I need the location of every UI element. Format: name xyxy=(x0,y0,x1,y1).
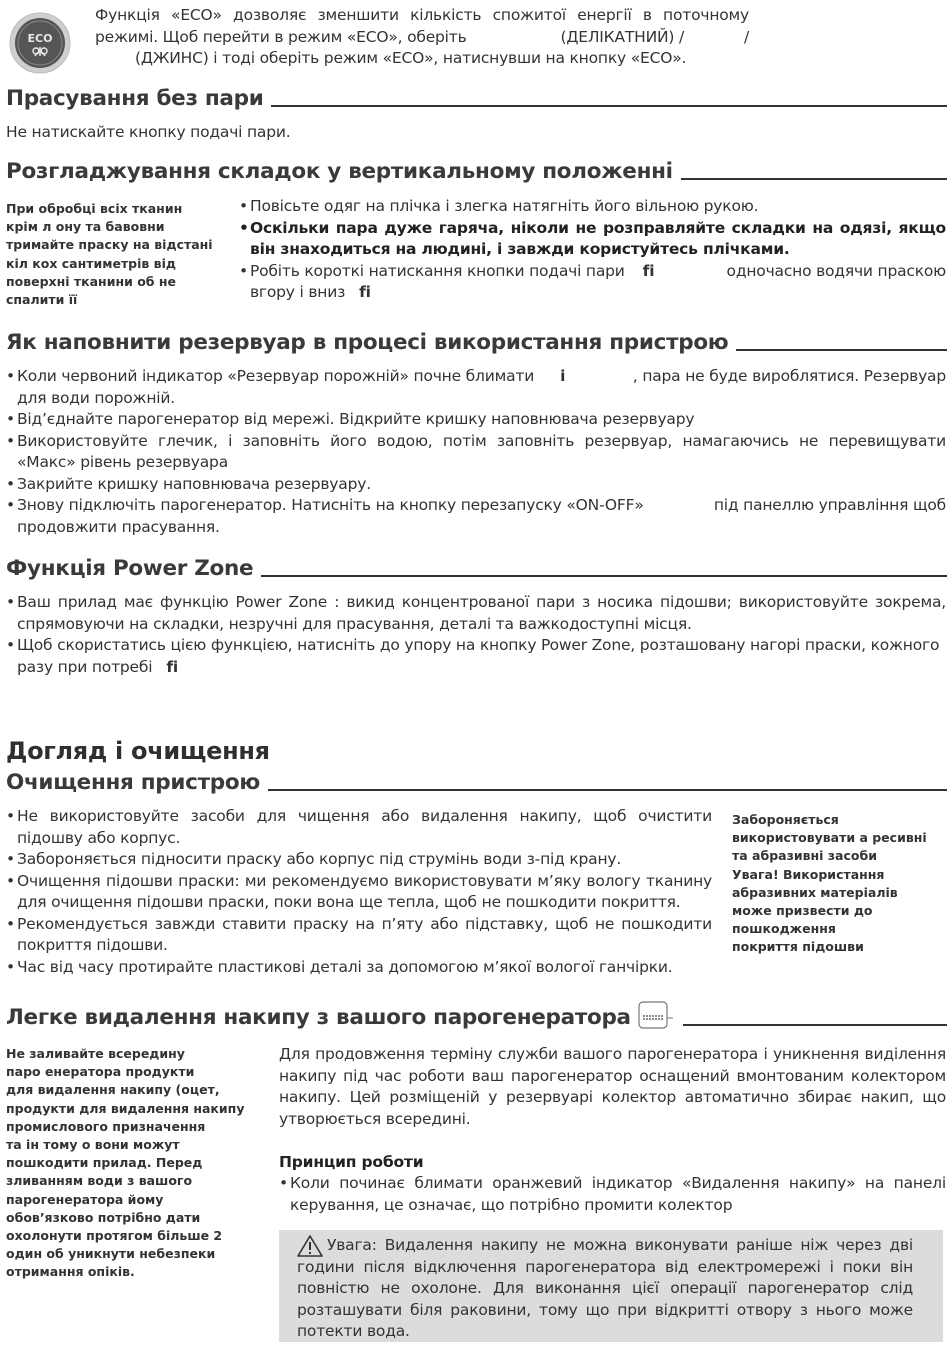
heading-rule xyxy=(736,349,947,351)
list-item: • Використовуйте глечик, і заповніть його водою, потім заповніть резервуар, намагаючись не перевищувати «Макс» рівень резервуара xyxy=(6,431,946,474)
section-heading-vertical: Розгладжування складок у вертикальному положенні xyxy=(6,159,947,184)
list-item: • Щоб скористатись цією функцією, натисніть до упору на кнопку Power Zone, розташовану нагорі праски, кожного разу при потребі fi xyxy=(6,635,946,678)
heading-rule xyxy=(268,789,947,791)
list-item: • Від’єднайте парогенератор від мережі. Відкрийте кришку наповнювача резервуару xyxy=(6,409,946,431)
no-steam-text: Не натискайте кнопку подачі пари. xyxy=(6,123,291,141)
list-item: • Очищення підошви праски: ми рекомендуємо використовувати м’яку вологу тканину для очищення підошви праски, поки вона ще тепла, щоб не пошкодити покриття. xyxy=(6,871,712,914)
list-item: • Повісьте одяг на плічка і злегка натягніть його вільною рукою. xyxy=(239,196,946,218)
descale-intro: Для продовження терміну служби вашого парогенератора і уникнення виділення накипу під час роботи ваш парогенератор оснащений вмонтованим колектором накипу. Цей розміщеній у резервуарі колектор автоматично збирає накип, що утворюється всередині. xyxy=(279,1045,946,1128)
vertical-side-note: При обробці всіх тканин крім л ону та бавовни тримайте праску на відстані кіл кох сантиметрів від поверхні тканини об не спалити її xyxy=(6,201,213,308)
chapter-title: Догляд і очищення xyxy=(6,737,270,765)
eco-text xyxy=(95,5,749,70)
heading-rule xyxy=(683,1024,947,1026)
eco-line-2: режимі. Щоб перейти в режим «ECO», оберіть (ДЕЛІКАТНИЙ) / / xyxy=(95,27,749,46)
heading-rule xyxy=(681,178,947,180)
list-item: • Робіть короткі натискання кнопки подачі пари fi одночасно водячи праскою вгору і вниз fi xyxy=(239,261,946,304)
section-heading-cleaning: Очищення пристрою xyxy=(6,770,947,795)
tank-indicator-symbol: i xyxy=(560,367,566,385)
list-item: • Не використовуйте засоби для чищення або видалення накипу, щоб очистити підошву або корпус. xyxy=(6,806,712,849)
list-item: • Оскільки пара дуже гаряча, ніколи не розправляйте складки на одязі, якщо він знаходиться на людині, і завжди користуйтесь плічками. xyxy=(239,218,946,261)
list-item: • Забороняється підносити праску або корпус під струмінь води з-під крану. xyxy=(6,849,712,871)
warning-text: Увага: Видалення накипу не можна виконувати раніше ніж через дві години після відключення парогенератора від електромережі і поки він повністю не охолоне. Для виконання цієї операції парогенератор слід розташувати біля раковини, тому що при відкритті отвору з нього може потекти вода. xyxy=(297,1236,913,1340)
section-heading-descale: Легке видалення накипу з вашого парогенератора xyxy=(6,1000,947,1030)
steam-button-symbol: fi xyxy=(642,261,655,280)
heading-rule xyxy=(261,575,947,577)
vertical-list xyxy=(239,196,946,304)
list-item: • Коли червоний індикатор «Резервуар порожній» почне блимати i , пара не буде вироблятися. Резервуар для води порожній. xyxy=(6,366,946,409)
refill-list xyxy=(6,366,946,538)
power-zone-symbol: fi xyxy=(166,657,179,676)
descale-indicator-icon xyxy=(637,1000,675,1030)
list-item: • Знову підключіть парогенератор. Натисніть на кнопку перезапуску «ON-OFF» під панеллю управління щоб продовжити прасування. xyxy=(6,495,946,538)
cleaning-side-note: Забороняється використовувати а ресивні та абразивні засоби Увага! Використання абразивних матеріалів може призвести до пошкодження покриття підошви xyxy=(732,812,927,955)
list-item: • Ваш прилад має функцію Power Zone : викид концентрованої пари з носика підошви; використовуйте зокрема, спрямовуючи на складки, незручні для прасування, деталі та важкодоступні місця. xyxy=(6,592,946,635)
section-heading-no-steam: Прасування без пари xyxy=(6,86,947,111)
list-item: • Час від часу протирайте пластикові деталі за допомогою м’якої вологої ганчірки. xyxy=(6,957,712,979)
list-item: • Коли починає блимати оранжевий індикатор «Видалення накипу» на панелі керування, це означає, що потрібно промити колектор xyxy=(279,1173,946,1216)
cleaning-list xyxy=(6,806,712,978)
svg-text:ECO: ECO xyxy=(27,32,53,45)
list-item: • Закрийте кришку наповнювача резервуару. xyxy=(6,474,946,496)
section-heading-power-zone: Функція Power Zone xyxy=(6,556,947,581)
descale-side-note: Не заливайте всередину паро енератора продукти для видалення накипу (оцет, продукти для видалення накипу промислового призначення та ін тому о вони можут пошкодити прилад. Перед зливанням води з вашого парогенератора йому обов’язково потрібно дати охолонути протягом більше 2 один об уникнути небезпеки отримання опіків. xyxy=(6,1046,245,1280)
principle-heading: Принцип роботи xyxy=(279,1153,424,1171)
eco-icon xyxy=(9,12,71,74)
principle-list xyxy=(279,1173,946,1216)
heading-rule xyxy=(271,105,947,107)
power-zone-list xyxy=(6,592,946,678)
eco-line-1: Функція «ECO» дозволяє зменшити кількість спожитої енергії в поточному xyxy=(95,6,749,24)
warning-box xyxy=(279,1230,943,1342)
steam-button-symbol: fi xyxy=(359,283,371,301)
list-item: • Рекомендується завжди ставити праску на п’яту або підставку, щоб не пошкодити покриття підошви. xyxy=(6,914,712,957)
section-heading-refill: Як наповнити резервуар в процесі використання пристрою xyxy=(6,330,947,355)
eco-line-3: (ДЖИНС) і тоді оберіть режим «ECO», натиснувши на кнопку «ECO». xyxy=(135,49,687,67)
